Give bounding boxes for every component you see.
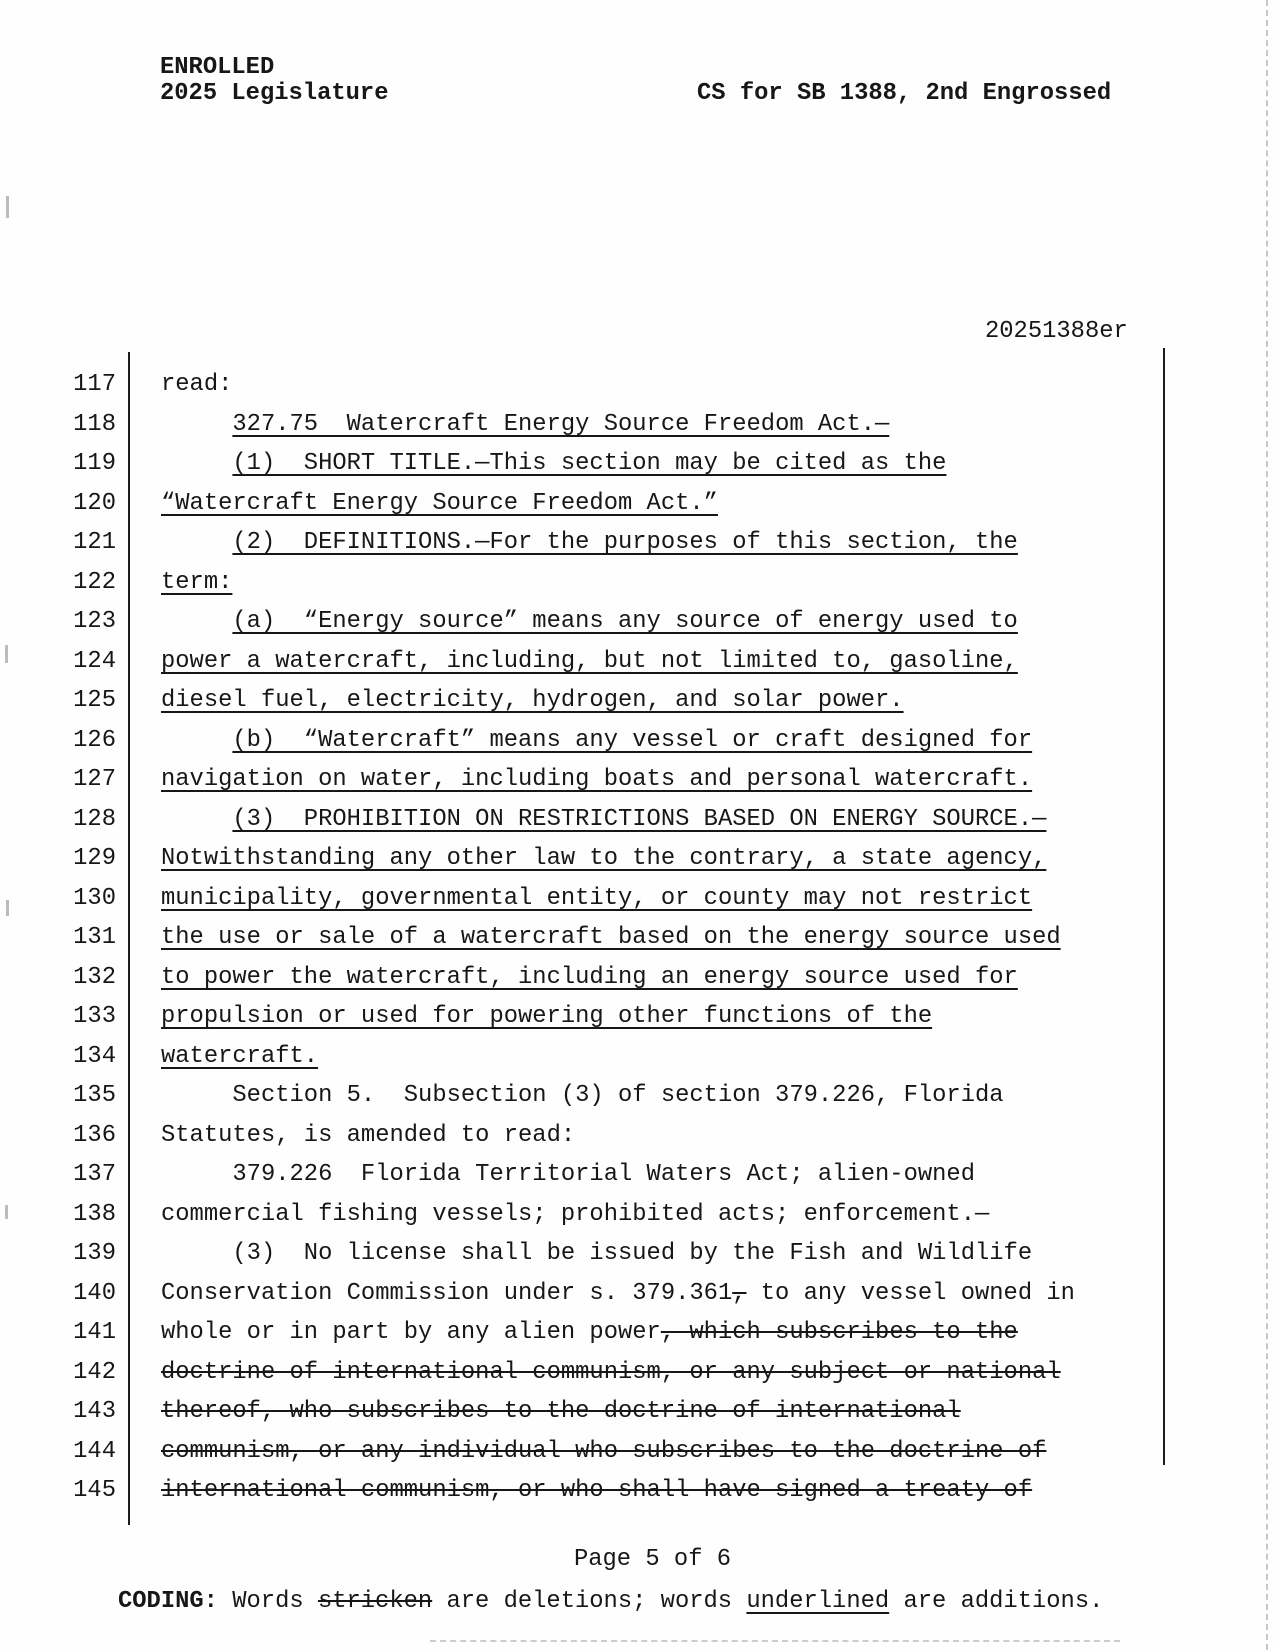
- line-number: 123: [73, 608, 116, 635]
- line-text-segment: (b) “Watercraft” means any vessel or craft designed for: [232, 726, 1033, 754]
- line-number: 138: [73, 1200, 116, 1228]
- line-text-segment: (a) “Energy source” means any source of energy used to: [232, 608, 1018, 635]
- line-text-segment: the use or sale of a watercraft based on the energy source used: [161, 924, 1061, 951]
- line-text: [161, 1471, 1032, 1511]
- line-number: 137: [73, 1161, 116, 1188]
- line-text: [161, 1116, 575, 1156]
- line-text-segment: read:: [161, 371, 233, 398]
- line-number: 133: [73, 1003, 116, 1030]
- line-text-segment: “Watercraft Energy Source Freedom Act.”: [161, 489, 718, 517]
- bill-line: [0, 563, 1275, 603]
- bill-line: [0, 681, 1275, 721]
- line-number: 118: [73, 410, 116, 438]
- coding-mid-text: are deletions; words: [432, 1588, 747, 1615]
- line-text: [161, 800, 1046, 840]
- line-text: [161, 1353, 1061, 1393]
- line-number: 121: [73, 529, 116, 556]
- bill-line: [0, 1274, 1275, 1314]
- bill-line: [0, 800, 1275, 840]
- bill-line: [0, 879, 1275, 919]
- line-text: [161, 1392, 961, 1432]
- line-text-segment: propulsion or used for powering other functions of the: [161, 1003, 933, 1030]
- line-number: 132: [73, 963, 116, 991]
- coding-label: CODING:: [118, 1588, 218, 1615]
- line-text: [161, 1155, 975, 1195]
- line-text: [161, 1432, 1046, 1472]
- bill-line: [0, 1432, 1275, 1472]
- bill-title: CS for SB 1388, 2nd Engrossed: [697, 80, 1112, 107]
- line-number: 141: [73, 1319, 116, 1346]
- line-text-segment: (3) PROHIBITION ON RESTRICTIONS BASED ON ENERGY SOURCE.—: [232, 805, 1047, 833]
- bill-line: [0, 642, 1275, 682]
- bill-line: [0, 1353, 1275, 1393]
- line-text: [161, 1076, 1004, 1116]
- line-text-segment: navigation on water, including boats and personal watercraft.: [161, 766, 1033, 793]
- line-text: [161, 997, 932, 1037]
- line-number: 129: [73, 845, 116, 872]
- bill-line: [0, 1116, 1275, 1156]
- bill-line: [0, 405, 1275, 445]
- line-text: [161, 523, 1018, 563]
- line-number: 120: [73, 489, 116, 517]
- line-number: 142: [73, 1358, 116, 1386]
- coding-pre-text: Words: [217, 1588, 318, 1615]
- page-indicator: Page 5 of 6: [573, 1546, 732, 1573]
- line-number: 125: [73, 687, 116, 714]
- line-text-segment: (1) SHORT TITLE.—This section may be cited as the: [232, 450, 947, 477]
- line-text-segment: [161, 608, 232, 635]
- line-number: 139: [73, 1240, 116, 1267]
- line-text: [161, 444, 946, 484]
- line-text-segment: international communism, or who shall have signed a treaty of: [161, 1477, 1033, 1504]
- line-text-segment: doctrine of international communism, or any subject or national: [161, 1358, 1061, 1386]
- bill-line: [0, 365, 1275, 405]
- line-number: 126: [73, 726, 116, 754]
- line-text: [161, 484, 718, 524]
- line-text-segment: ,: [732, 1279, 747, 1307]
- line-number: 119: [73, 450, 116, 477]
- line-text: [161, 1234, 1032, 1274]
- line-number: 145: [73, 1477, 116, 1504]
- line-text-segment: commercial fishing vessels; prohibited acts; enforcement.—: [161, 1200, 990, 1228]
- line-text-segment: [161, 806, 232, 833]
- bill-line: [0, 523, 1275, 563]
- line-text-segment: , which subscribes to the: [660, 1319, 1018, 1346]
- line-text: [161, 839, 1046, 879]
- line-text: [161, 681, 904, 721]
- line-text: [161, 602, 1018, 642]
- bill-line: [0, 997, 1275, 1037]
- bill-text-block: [0, 365, 1275, 1511]
- line-text-segment: [161, 450, 232, 477]
- legislature-label: 2025 Legislature: [160, 80, 389, 107]
- bill-line: [0, 602, 1275, 642]
- line-number: 143: [73, 1398, 116, 1425]
- line-text: [161, 1313, 1018, 1353]
- bill-line: [0, 444, 1275, 484]
- bill-line: [0, 721, 1275, 761]
- line-text-segment: watercraft.: [161, 1042, 319, 1070]
- line-text-segment: [161, 529, 232, 556]
- line-text-segment: [161, 727, 232, 754]
- line-text: [161, 958, 1018, 998]
- bill-line: [0, 958, 1275, 998]
- line-text-segment: communism, or any individual who subscribes to the doctrine of: [161, 1437, 1047, 1465]
- line-text-segment: Conservation Commission under s. 379.361: [161, 1279, 733, 1307]
- line-number: 135: [73, 1082, 116, 1109]
- coding-underlined-sample: underlined: [746, 1588, 890, 1615]
- line-number: 127: [73, 766, 116, 793]
- line-text-segment: 327.75 Watercraft Energy Source Freedom Act.—: [232, 410, 890, 438]
- bill-line: [0, 839, 1275, 879]
- line-text: [161, 365, 232, 405]
- line-text-segment: term:: [161, 568, 233, 596]
- line-text: [161, 879, 1032, 919]
- line-text-segment: to power the watercraft, including an energy source used for: [161, 963, 1018, 991]
- bill-line: [0, 1471, 1275, 1511]
- bill-line: [0, 484, 1275, 524]
- line-number: 122: [73, 568, 116, 596]
- line-text: [161, 1274, 1075, 1314]
- line-text-segment: diesel fuel, electricity, hydrogen, and solar power.: [161, 687, 904, 714]
- line-text-segment: [161, 411, 232, 438]
- coding-post-text: are additions.: [889, 1588, 1104, 1615]
- line-text-segment: Section 5. Subsection (3) of section 379.226, Florida: [161, 1082, 1004, 1109]
- line-text-segment: power a watercraft, including, but not limited to, gasoline,: [161, 647, 1018, 675]
- line-text: [161, 918, 1061, 958]
- line-number: 134: [73, 1042, 116, 1070]
- bill-line: [0, 760, 1275, 800]
- enrolled-label: ENROLLED: [160, 54, 275, 81]
- line-text-segment: Statutes, is amended to read:: [161, 1121, 576, 1149]
- bill-line: [0, 1037, 1275, 1077]
- line-text-segment: Notwithstanding any other law to the contrary, a state agency,: [161, 845, 1047, 872]
- line-text-segment: 379.226 Florida Territorial Waters Act; alien-owned: [161, 1161, 975, 1188]
- line-text-segment: (3) No license shall be issued by the Fish and Wildlife: [161, 1240, 1033, 1267]
- line-text-segment: thereof, who subscribes to the doctrine of international: [161, 1398, 961, 1425]
- line-text-segment: (2) DEFINITIONS.—For the purposes of this section, the: [232, 529, 1018, 556]
- line-number: 130: [73, 884, 116, 912]
- line-number: 128: [73, 805, 116, 833]
- line-number: 131: [73, 924, 116, 951]
- line-text: [161, 721, 1032, 761]
- scan-artifact-bottom-edge: [430, 1640, 1120, 1642]
- line-text-segment: to any vessel owned in: [746, 1279, 1075, 1307]
- line-text: [161, 1195, 989, 1235]
- coding-legend: [118, 1588, 1103, 1615]
- line-text-segment: whole or in part by any alien power: [161, 1319, 661, 1346]
- line-number: 124: [73, 647, 116, 675]
- line-text: [161, 405, 889, 445]
- bill-line: [0, 918, 1275, 958]
- line-text: [161, 760, 1032, 800]
- bill-line: [0, 1234, 1275, 1274]
- line-text-segment: municipality, governmental entity, or county may not restrict: [161, 884, 1033, 912]
- bill-line: [0, 1155, 1275, 1195]
- coding-stricken-sample: stricken: [317, 1588, 433, 1615]
- line-number: 136: [73, 1121, 116, 1149]
- line-text: [161, 642, 1018, 682]
- bill-line: [0, 1392, 1275, 1432]
- bill-line: [0, 1195, 1275, 1235]
- line-text: [161, 563, 232, 603]
- line-text: [161, 1037, 318, 1077]
- scan-artifact-speck: [6, 196, 9, 218]
- line-number: 140: [73, 1279, 116, 1307]
- bill-line: [0, 1313, 1275, 1353]
- line-number: 144: [73, 1437, 116, 1465]
- bill-line: [0, 1076, 1275, 1116]
- docket-number: 20251388er: [985, 318, 1128, 345]
- line-number: 117: [73, 371, 116, 398]
